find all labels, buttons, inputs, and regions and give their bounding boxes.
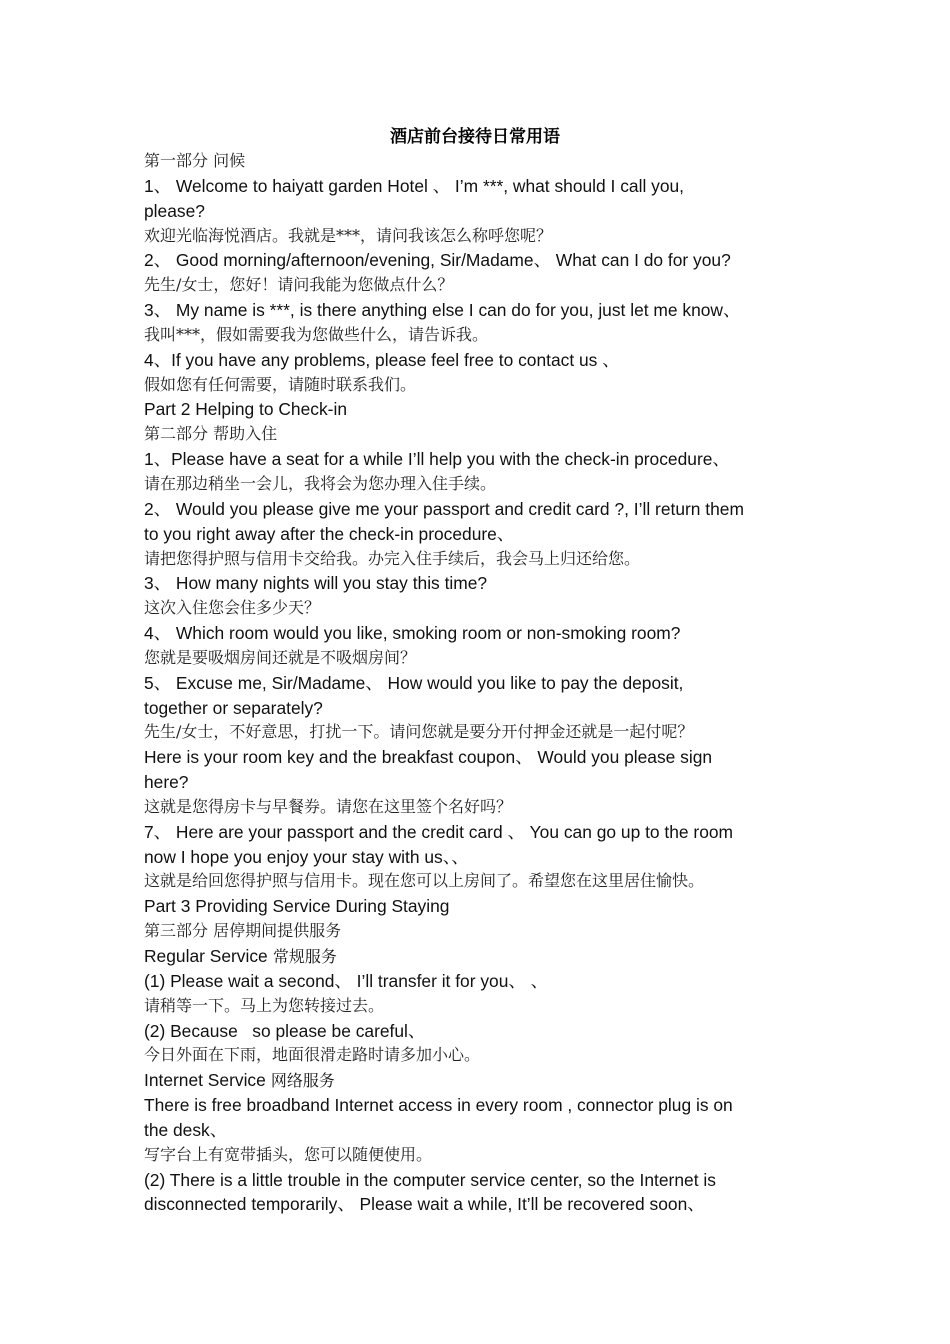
text-line: 第一部分 问候 <box>144 151 246 170</box>
text-line: (2) Because so please be careful、 <box>144 1020 426 1041</box>
text-line: 先生/女士，不好意思，打扰一下。请问您就是要分开付押金还就是一起付呢？ <box>144 722 694 742</box>
text-line: 您就是要吸烟房间还就是不吸烟房间？ <box>144 647 417 667</box>
text-line: 4、If you have any problems, please feel free to contact us 、 <box>144 349 620 370</box>
text-line: Part 3 Providing Service During Staying <box>144 896 450 917</box>
text-line: to you right away after the check-in procedure、 <box>144 523 515 544</box>
text-line: (2) There is a little trouble in the computer service center, so the Internet is <box>144 1169 716 1190</box>
text-line: 先生/女士，您好！请问我能为您做点什么？ <box>144 275 454 295</box>
text-line: Here is your room key and the breakfast coupon、 Would you please sign <box>144 747 713 768</box>
text-line: please? <box>144 200 205 221</box>
text-line: 写字台上有宽带插头，您可以随便使用。 <box>144 1144 433 1164</box>
text-line: 今日外面在下雨，地面很滑走路时请多加小心。 <box>144 1045 481 1065</box>
text-line: the desk、 <box>144 1119 228 1140</box>
text-line: 3、 How many nights will you stay this time? <box>144 573 488 594</box>
text-line: together or separately? <box>144 697 323 718</box>
line-english-part: Internet Service <box>144 1070 266 1091</box>
text-line: (1) Please wait a second、 I’ll transfer it for you、 、 <box>144 970 549 991</box>
text-line: 4、 Which room would you like, smoking room or non-smoking room? <box>144 623 681 644</box>
text-line: 这就是给回您得护照与信用卡。现在您可以上房间了。希望您在这里居住愉快。 <box>144 871 705 891</box>
text-line: 1、Please have a seat for a while I’ll help you with the check-in procedure、 <box>144 449 730 470</box>
text-line <box>144 1068 816 1093</box>
text-line: 7、 Here are your passport and the credit card 、 You can go up to the room <box>144 821 734 842</box>
text-line: 请在那边稍坐一会儿，我将会为您办理入住手续。 <box>144 473 497 493</box>
text-line: 假如您有任何需要，请随时联系我们。 <box>144 374 417 394</box>
text-line: 这次入住您会住多少天？ <box>144 598 321 618</box>
text-line: 请稍等一下。马上为您转接过去。 <box>144 995 385 1015</box>
text-line: disconnected temporarily、 Please wait a while, It’ll be recovered soon、 <box>144 1194 705 1215</box>
text-line: 我叫***，假如需要我为您做些什么，请告诉我。 <box>144 324 489 344</box>
line-chinese-part: 常规服务 <box>267 947 337 966</box>
document-body <box>144 149 816 1217</box>
text-line: 请把您得护照与信用卡交给我。办完入住手续后，我会马上归还给您。 <box>144 548 641 568</box>
text-line <box>144 944 816 969</box>
text-line: here? <box>144 772 189 793</box>
text-line: 第三部分 居停期间提供服务 <box>144 921 342 941</box>
text-line: now I hope you enjoy your stay with us、、 <box>144 846 469 867</box>
line-chinese-part: 网络服务 <box>265 1071 335 1091</box>
line-english-part: Regular Service <box>144 946 268 966</box>
document-title: 酒店前台接待日常用语 <box>390 127 560 147</box>
text-line: 5、 Excuse me, Sir/Madame、 How would you like to pay the deposit, <box>144 672 684 693</box>
text-line: There is free broadband Internet access in every room , connector plug is on <box>144 1095 733 1116</box>
text-line: 2、 Good morning/afternoon/evening, Sir/Madame、 What can I do for you? <box>144 250 731 271</box>
text-line: 这就是您得房卡与早餐券。请您在这里签个名好吗？ <box>144 796 513 816</box>
text-line: 第二部分 帮助入住 <box>144 424 278 444</box>
text-line: 1、 Welcome to haiyatt garden Hotel 、 I’m ***, what should I call you, <box>144 175 685 196</box>
text-line: Part 2 Helping to Check-in <box>144 399 347 420</box>
text-line: 2、 Would you please give me your passport and credit card ?, I’ll return them <box>144 498 744 519</box>
text-line: 3、 My name is ***, is there anything else I can do for you, just let me know、 <box>144 300 741 321</box>
text-line: 欢迎光临海悦酒店。我就是***，请问我该怎么称呼您呢？ <box>144 225 553 245</box>
